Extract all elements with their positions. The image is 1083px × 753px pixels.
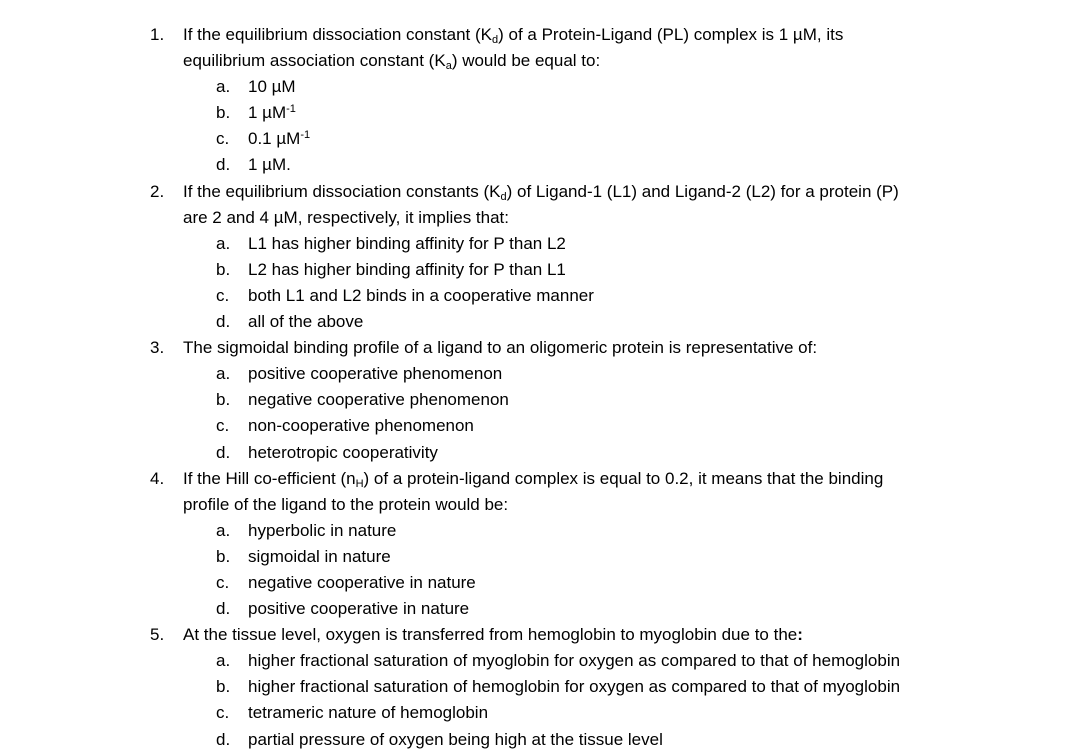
option-text: tetrameric nature of hemoglobin (248, 703, 489, 723)
option-letter: c. (216, 572, 230, 592)
option-letter: c. (216, 703, 230, 723)
option-letter: a. (216, 77, 231, 97)
question-line (0, 205, 1083, 231)
option-letter: d. (216, 729, 231, 749)
question-text: If the equilibrium dissociation constant $(K_d)$ of a Protein-Ligand (PL) complex is 1 µM, its (183, 25, 844, 46)
quiz-document (0, 22, 1083, 753)
question-line (0, 48, 1083, 74)
question-line (0, 622, 1083, 648)
question-text: If the equilibrium dissociation constants $(K_d)$ of Ligand-1 (L1) and Ligand-2 (L2) for a protein (P) (183, 181, 899, 203)
option-letter: d. (216, 599, 231, 619)
question-number: 4. (150, 468, 165, 488)
option-letter: b. (216, 259, 231, 279)
option-b (0, 674, 1083, 700)
option-letter: d. (216, 155, 231, 175)
question-number: 5. (150, 625, 165, 645)
option-text: negative cooperative phenomenon (248, 390, 509, 410)
option-b (0, 387, 1083, 413)
question-text: If the Hill co-efficient $(n_H)$ of a protein-ligand complex is equal to 0.2, it means that the binding (183, 468, 884, 490)
option-letter: c. (216, 416, 230, 436)
option-text: L2 has higher binding affinity for P than L1 (248, 259, 566, 279)
question-5 (0, 622, 1083, 752)
option-letter: a. (216, 364, 231, 384)
question-line (0, 22, 1083, 48)
option-a (0, 74, 1083, 100)
option-letter: d. (216, 442, 231, 462)
question-number: 3. (150, 338, 165, 358)
option-text: non-cooperative phenomenon (248, 416, 474, 436)
option-text: sigmoidal in nature (248, 546, 391, 566)
question-3 (0, 335, 1083, 465)
option-text: both L1 and L2 binds in a cooperative manner (248, 285, 594, 305)
option-d (0, 596, 1083, 622)
option-text: 0.1 µM$^{-1}$ (248, 129, 311, 149)
option-c (0, 570, 1083, 596)
question-2 (0, 179, 1083, 336)
question-text: equilibrium association constant $(K_a)$ would be equal to: (183, 51, 601, 73)
option-a (0, 231, 1083, 257)
option-a (0, 361, 1083, 387)
option-text: higher fractional saturation of myoglobin for oxygen as compared to that of hemoglobin (248, 651, 901, 671)
option-text: higher fractional saturation of hemoglobin for oxygen as compared to that of myoglobin (248, 677, 901, 697)
option-letter: b. (216, 546, 231, 566)
option-letter: b. (216, 677, 231, 697)
option-text: 10 µM (248, 77, 296, 97)
option-d (0, 152, 1083, 178)
option-a (0, 518, 1083, 544)
option-c (0, 126, 1083, 152)
option-d (0, 727, 1083, 753)
option-d (0, 309, 1083, 335)
option-letter: d. (216, 312, 231, 332)
option-a (0, 648, 1083, 674)
question-1 (0, 22, 1083, 179)
option-letter: a. (216, 651, 231, 671)
question-line (0, 492, 1083, 518)
question-4 (0, 466, 1083, 623)
question-line (0, 335, 1083, 361)
option-c (0, 283, 1083, 309)
option-text: all of the above (248, 312, 364, 332)
option-b (0, 100, 1083, 126)
option-text: positive cooperative in nature (248, 599, 470, 619)
question-line (0, 466, 1083, 492)
option-text: negative cooperative in nature (248, 572, 476, 592)
question-number: 1. (150, 25, 165, 44)
option-d (0, 440, 1083, 466)
option-letter: b. (216, 390, 231, 410)
option-text: L1 has higher binding affinity for P than L2 (248, 233, 566, 253)
option-c (0, 413, 1083, 439)
option-letter: c. (216, 129, 230, 149)
option-letter: a. (216, 233, 231, 253)
option-letter: c. (216, 285, 230, 305)
option-text: positive cooperative phenomenon (248, 364, 503, 384)
question-line (0, 179, 1083, 205)
option-text: hyperbolic in nature (248, 520, 397, 540)
question-number: 2. (150, 181, 165, 201)
option-b (0, 257, 1083, 283)
option-text: 1 µM. (248, 155, 291, 175)
option-text: heterotropic cooperativity (248, 442, 438, 462)
question-text: are 2 and 4 µM, respectively, it implies that: (183, 207, 510, 227)
option-letter: b. (216, 103, 231, 123)
option-text: partial pressure of oxygen being high at the tissue level (248, 729, 663, 749)
question-text: The sigmoidal binding profile of a ligand to an oligomeric protein is representative of: (183, 338, 818, 358)
option-text: 1 µM$^{-1}$ (248, 103, 296, 123)
option-b (0, 544, 1083, 570)
question-text: profile of the ligand to the protein would be: (183, 494, 509, 514)
option-c (0, 700, 1083, 726)
option-letter: a. (216, 520, 231, 540)
question-text: At the tissue level, oxygen is transferred from hemoglobin to myoglobin due to the: (183, 625, 803, 645)
